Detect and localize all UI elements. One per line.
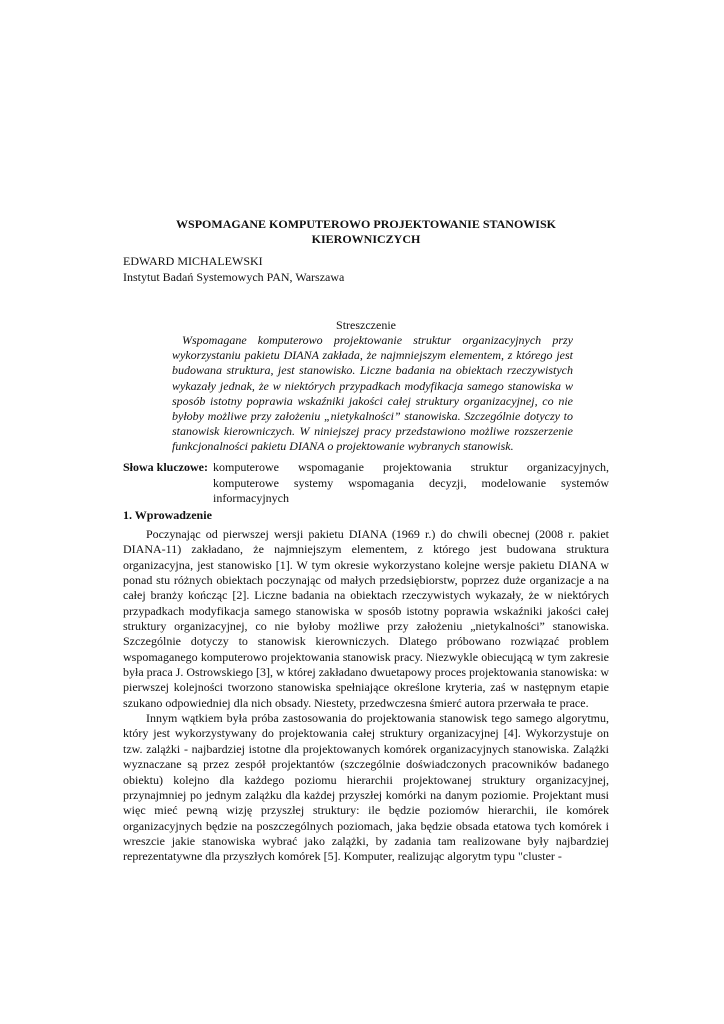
- body-paragraph: Innym wątkiem była próba zastosowania do projektowania stanowisk tego samego algorytmu, który jest wykorzystywany do projektowania całej struktury organizacyjnej [4]. Wykorzystuje on tzw. zalążki - najbardziej istotne dla projektowanych komórek organizacyjnych stanowiska. Zalążki wyznaczane są przez zespół projektantów (szczególnie doświadczonych pracowników badanego obiektu) kolejno dla każdego poziomu hierarchii projektowanej struktury organizacyjnej, przynajmniej po jednym zalążku dla każdej przyszłej komórki na danym poziomie. Projektant musi więc mieć pewną wizję przyszłej struktury: ile będzie poziomów hierarchii, ile komórek organizacyjnych będzie na poszczególnych poziomach, jaka będzie obsada etatowa tych komórek i wreszcie jakie stanowiska wybrać jako zalążki, by zadania tam realizowane były najbardziej reprezentatywne dla przyszłych komórek [5]. Komputer, realizując algorytm typu "cluster -: [123, 711, 609, 864]
- keywords-label: Słowa kluczowe:: [123, 460, 208, 474]
- keywords-block: [123, 460, 609, 507]
- section-heading: 1. Wprowadzenie: [123, 508, 212, 522]
- abstract-text: Wspomagane komputerowo projektowanie struktur organizacyjnych przy wykorzystaniu pakietu DIANA zakłada, że najmniejszym elementem, z którego jest budowana struktura, jest stanowisko. Liczne badania na obiektach rzeczywistych wykazały jednak, że w niektórych przypadkach modyfikacja samego stanowiska w sposób istotny poprawia wskaźniki jakości całej struktury organizacyjnej, co nie byłoby możliwe przy założeniu „nietykalności” stanowiska. Szczególnie dotyczy to stanowisk kierowniczych. W niniejszej pracy przedstawiono możliwe rozszerzenie funkcjonalności pakietu DIANA o projektowanie wybranych stanowisk.: [172, 333, 573, 454]
- author-affiliation: Instytut Badań Systemowych PAN, Warszawa: [123, 270, 345, 284]
- paper-title-line-2: KIEROWNICZYCH: [311, 232, 421, 246]
- paper-title-line-1: WSPOMAGANE KOMPUTEROWO PROJEKTOWANIE STANOWISK: [176, 217, 556, 231]
- body-paragraph: Poczynając od pierwszej wersji pakietu DIANA (1969 r.) do chwili obecnej (2008 r. pakiet DIANA-11) zakładano, że najmniejszym elementem, z którego jest budowana struktura organizacyjna, jest stanowisko [1]. W tym okresie wykorzystano kolejne wersje pakietu DIANA w ponad stu różnych obiektach poczynając od małych przedsiębiorstw, poprzez duże organizacje a na całej branży kończąc [2]. Liczne badania na obiektach rzeczywistych wykazały, że w niektórych przypadkach modyfikacja samego stanowiska w sposób istotny poprawia wskaźniki jakości całej struktury organizacyjnej, co nie byłoby możliwe przy założeniu „nietykalności” stanowiska. Szczególnie dotyczy to stanowisk kierowniczych. Dlatego próbowano rozwiązać problem wspomaganego komputerowo projektowania stanowisk pracy. Niezwykle obiecującą w tym zakresie była praca J. Ostrowskiego [3], w której zakładano dwuetapowy proces projektowania stanowiska: w pierwszej kolejności tworzono stanowiska spełniające określone kryteria, zaś w następnym etapie szukano odpowiedniej dla nich obsady. Niestety, przedwczesna śmierć autora przerwała te prace.: [123, 527, 609, 710]
- section-body: [123, 527, 609, 865]
- abstract-heading: Streszczenie: [336, 318, 396, 332]
- keywords-text: komputerowe wspomaganie projektowania struktur organizacyjnych, komputerowe systemy wspomagania decyzji, modelowanie systemów informacyjnych: [213, 460, 609, 505]
- author-name: EDWARD MICHALEWSKI: [123, 254, 263, 268]
- paper-title: [123, 217, 609, 247]
